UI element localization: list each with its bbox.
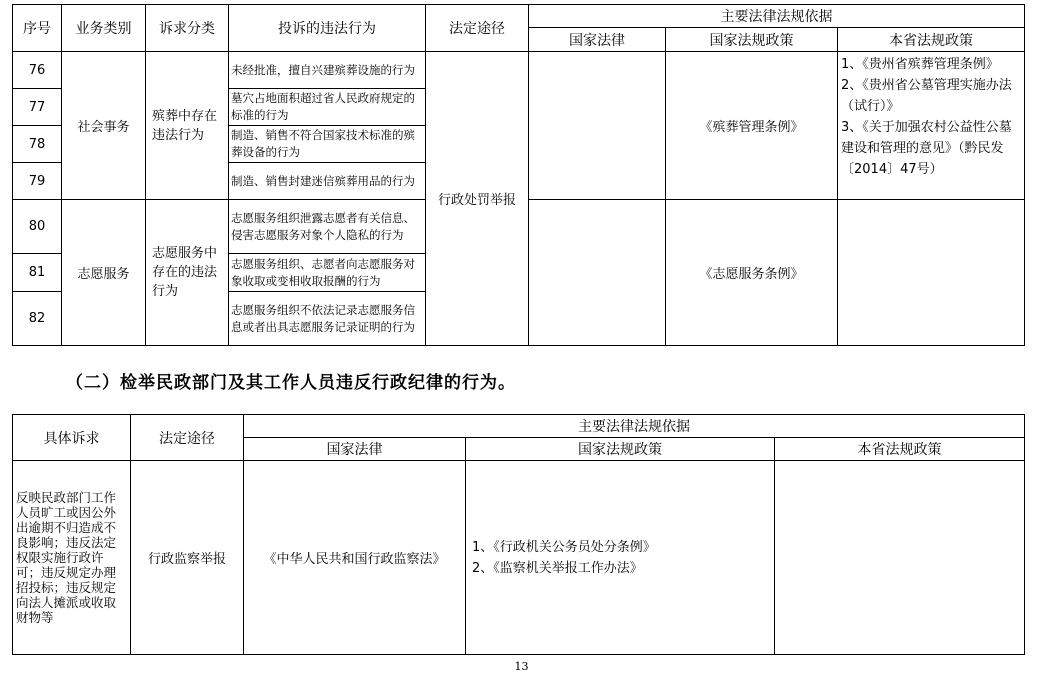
behavior-cell: 志愿服务组织泄露志愿者有关信息、侵害志愿服务对象个人隐私的行为 xyxy=(229,200,426,254)
channel-cell: 行政监察举报 xyxy=(131,461,244,655)
header-national-law: 国家法律 xyxy=(529,28,666,52)
header-basis: 主要法律法规依据 xyxy=(529,5,1025,28)
provincial-policy-cell xyxy=(775,461,1025,655)
regulation-cell xyxy=(466,461,775,655)
behavior-cell: 志愿服务组织、志愿者向志愿服务对象收取或变相收取报酬的行为 xyxy=(229,254,426,292)
regulation-item: 2、《监察机关举报工作办法》 xyxy=(472,560,643,576)
regulation-item: 1、《行政机关公务员处分条例》 xyxy=(472,539,656,555)
claim-type-cell: 志愿服务中存在的违法行为 xyxy=(146,200,229,346)
header-claim-type: 诉求分类 xyxy=(146,5,229,52)
regulation-cell: 《志愿服务条例》 xyxy=(666,200,838,346)
header-provincial-policy: 本省法规政策 xyxy=(838,28,1025,52)
claim-type-cell: 殡葬中存在违法行为 xyxy=(146,52,229,200)
discipline-table xyxy=(12,414,1025,655)
section-title: （二）检举民政部门及其工作人员违反行政纪律的行为。 xyxy=(66,373,516,393)
row-seq: 78 xyxy=(13,126,62,163)
header-channel: 法定途径 xyxy=(131,415,244,461)
provincial-policy-cell xyxy=(838,52,1025,200)
row-seq: 79 xyxy=(13,163,62,200)
request-cell: 反映民政部门工作人员旷工或因公外出逾期不归造成不良影响；违反法定权限实施行政许可；违反规定办理招投标；违反规定向法人摊派或收取财物等 xyxy=(13,461,131,655)
table-row xyxy=(13,461,1025,655)
behavior-cell: 志愿服务组织不依法记录志愿服务信息或者出具志愿服务记录证明的行为 xyxy=(229,292,426,346)
header-national-regulation: 国家法规政策 xyxy=(666,28,838,52)
header-request: 具体诉求 xyxy=(13,415,131,461)
row-seq: 82 xyxy=(13,292,62,346)
row-seq: 80 xyxy=(13,200,62,254)
header-basis: 主要法律法规依据 xyxy=(244,415,1025,438)
table-row xyxy=(13,52,1025,89)
provincial-policy-cell xyxy=(838,200,1025,346)
row-seq: 81 xyxy=(13,254,62,292)
behavior-cell: 墓穴占地面积超过省人民政府规定的标准的行为 xyxy=(229,89,426,126)
behavior-cell: 制造、销售封建迷信殡葬用品的行为 xyxy=(229,163,426,200)
behavior-cell: 制造、销售不符合国家技术标准的殡葬设备的行为 xyxy=(229,126,426,163)
national-law-cell: 《中华人民共和国行政监察法》 xyxy=(244,461,466,655)
behavior-cell: 未经批准，擅自兴建殡葬设施的行为 xyxy=(229,52,426,89)
provincial-item: 3、《关于加强农村公益性公墓建设和管理的意见》（黔民发〔2014〕47号） xyxy=(841,120,1012,177)
row-seq: 76 xyxy=(13,52,62,89)
header-national-law: 国家法律 xyxy=(244,438,466,461)
provincial-item: 2、《贵州省公墓管理实施办法（试行）》 xyxy=(841,78,1012,114)
category-cell: 社会事务 xyxy=(62,52,146,200)
header-provincial-policy: 本省法规政策 xyxy=(775,438,1025,461)
channel-cell: 行政处罚举报 xyxy=(426,52,529,346)
header-seq: 序号 xyxy=(13,5,62,52)
row-seq: 77 xyxy=(13,89,62,126)
national-law-cell xyxy=(529,200,666,346)
violations-table xyxy=(12,4,1025,346)
national-law-cell xyxy=(529,52,666,200)
provincial-item: 1、《贵州省殡葬管理条例》 xyxy=(841,57,999,72)
header-national-regulation: 国家法规政策 xyxy=(466,438,775,461)
header-channel: 法定途径 xyxy=(426,5,529,52)
regulation-cell: 《殡葬管理条例》 xyxy=(666,52,838,200)
header-category: 业务类别 xyxy=(62,5,146,52)
page-number: 13 xyxy=(514,660,529,673)
category-cell: 志愿服务 xyxy=(62,200,146,346)
header-behavior: 投诉的违法行为 xyxy=(229,5,426,52)
